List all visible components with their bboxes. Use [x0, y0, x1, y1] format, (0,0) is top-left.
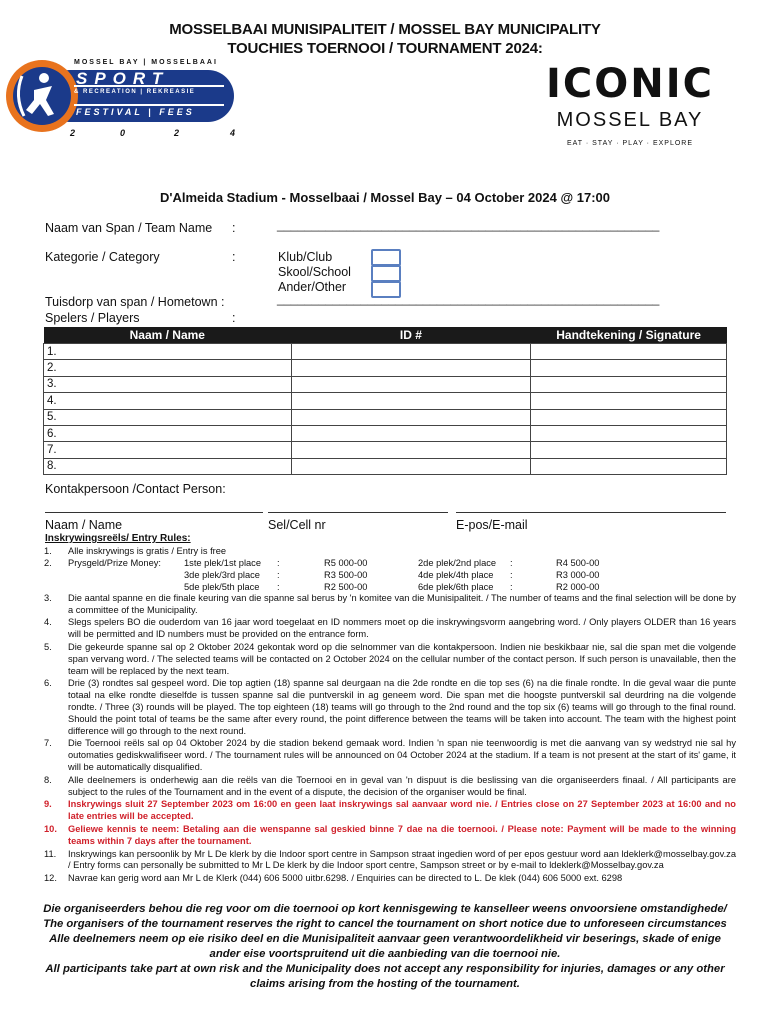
logo-iconic-text: ICONIC [546, 61, 714, 107]
rule-number: 12. [44, 873, 57, 884]
prize-3-label: 3de plek/3rd place [184, 570, 260, 580]
prize-2-label: 2de plek/2nd place [418, 558, 497, 568]
id-cell[interactable] [291, 376, 531, 392]
rule-text: Inskrywings kan persoonlik by Mr L De klerk by die Indoor sport centre in Sampson straat ingedien word of per epos gestuur word aan ldeklerk@mosselbay.gov.za / Entry forms can personally be submitted to Mr L De klerk by die Indoor sport centre, Sampson street or by e-mail to ldeklerk@Mosselbay.gov.za [68, 848, 736, 871]
rule-text: Drie (3) rondtes sal gespeel word. Die top agtien (18) spanne sal deurgaan na die 2de rondte en die top ses (6) na die finale rondte. In die geval waar die punte totaal na elke rondte dieselfde is tussen spanne sal die puntverskil in ag geneem word. Die span met die hoogste puntverskil sal deurdring na die volgende rondte. / Three (3) rounds will be played. The top eighteen (18) teams will go through to the 2nd round and the top six (6) teams will go through to the final round. Should the point total of teams be the same after every round, the point difference between the teams will be taken into account. The team with the highest point difference will go through to the next round. [68, 678, 736, 736]
contact-cell-line[interactable] [268, 512, 448, 513]
signature-cell[interactable] [531, 344, 727, 360]
id-cell[interactable] [291, 425, 531, 441]
row-number[interactable]: 1. [44, 344, 292, 360]
logo-year-2b: 2 [174, 128, 180, 138]
players-table-header [44, 327, 727, 344]
prize-6-label: 6de plek/6th place [418, 582, 494, 592]
team-name-colon: : [232, 221, 236, 235]
rule-text: Geliewe kennis te neem: Betaling aan die wenspanne sal geskied binne 7 dae na die toernooi. / Please note: Payment will be made to the winning teams within 7 days after the tournament. [68, 823, 736, 846]
page-subtitle: TOUCHIES TOERNOOI / TOURNAMENT 2024: [227, 40, 543, 57]
footer-line-6: claims arising from the hosting of the tournament. [250, 978, 520, 990]
footer-disclaimer [30, 902, 740, 992]
contact-email-label: E-pos/E-mail [456, 518, 528, 532]
logo-recreation-text: & RECREATION | REKREASIE [74, 89, 196, 95]
category-options [278, 250, 351, 295]
rule-8 [44, 775, 736, 799]
signature-cell[interactable] [531, 425, 727, 441]
prize-1-value: R5 000-00 [324, 558, 368, 568]
prize-colon: : [510, 570, 513, 580]
rule-10 [44, 824, 736, 848]
rule-text: Alle deelnemers is onderhewig aan die reëls van die Toernooi en in geval van 'n dispuut is die beslissing van die organiseerders finaal. / All participants are subject to the rules of the Tournament and in the event of a dispute, the decision of the organiser would be final. [68, 774, 736, 797]
team-name-field[interactable]: _______________________________________________________ [277, 218, 660, 232]
table-row [44, 409, 727, 425]
rule-number: 3. [44, 592, 52, 603]
category-option-club: Klub/Club [278, 250, 333, 264]
contact-email-line[interactable] [456, 512, 726, 513]
rule-number: 2. [44, 557, 52, 568]
footer-line-1: Die organiseerders behou die reg voor om die toernooi op kort kennisgewing te kanselleer weens onvoorsiene omstandighede/ [43, 903, 727, 915]
footer-line-5: All participants take part at own risk and the Municipality does not accept any responsibility for injuries, damages or any other [45, 963, 725, 975]
table-row [44, 360, 727, 376]
contact-cell-label: Sel/Cell nr [268, 518, 326, 532]
category-option-school: Skool/School [278, 265, 351, 279]
rule-number: 10. [44, 823, 57, 834]
rule-number: 6. [44, 678, 52, 689]
category-label: Kategorie / Category [45, 250, 160, 264]
prize-3-value: R3 500-00 [324, 570, 368, 580]
logo-year-2: 2 [70, 128, 76, 138]
prize-4-label: 4de plek/4th place [418, 570, 494, 580]
rule-3 [44, 593, 736, 617]
rule-7 [44, 738, 736, 773]
table-row [44, 376, 727, 392]
rule-text: Slegs spelers BO die ouderdom van 16 jaar word toegelaat en ID nommers moet op die inskrywingsvorm aangebring word. / Only players OLDER than 16 years will be permitted and ID numbers must be provided on the entrance form. [68, 617, 736, 640]
rule-6 [44, 678, 736, 737]
row-number[interactable]: 5. [44, 409, 292, 425]
rule-text: Prysgeld/Prize Money: [68, 557, 162, 568]
id-cell[interactable] [291, 442, 531, 458]
category-colon: : [232, 250, 236, 264]
table-row [44, 458, 727, 474]
table-row [44, 393, 727, 409]
rule-number: 8. [44, 774, 52, 785]
prize-4-value: R3 000-00 [556, 570, 600, 580]
rule-1 [44, 546, 736, 558]
prize-5-value: R2 500-00 [324, 582, 368, 592]
rule-12 [44, 873, 736, 885]
hometown-label: Tuisdorp van span / Hometown : [45, 295, 225, 309]
category-option-other: Ander/Other [278, 280, 347, 294]
signature-cell[interactable] [531, 376, 727, 392]
players-table [43, 327, 727, 475]
rules-title: Inskrywingsreëls/ Entry Rules: [45, 533, 191, 544]
rule-text: Die aantal spanne en die finale keuring van die spanne sal berus by 'n komitee van die Munisipaliteit. / The number of teams and the final selection will be done by a committee of the Municipality. [68, 592, 736, 615]
logo-festival-text: FESTIVAL | FEES [76, 107, 195, 117]
footer-line-3: Alle deelnemers neem op eie risiko deel en die Munisipaliteit aanvaar geen verantwoordelikheid vir beserings, skade of enige [49, 933, 721, 945]
logo-top-text: MOSSEL BAY | MOSSELBAAI [74, 59, 218, 66]
signature-cell[interactable] [531, 442, 727, 458]
rule-text: Navrae kan gerig word aan Mr L de Klerk (044) 606 5000 uitbr.6298. / Enquiries can be directed to L. De klek (044) 606 5000 ext. 6298 [68, 873, 623, 884]
signature-cell[interactable] [531, 458, 727, 474]
id-cell[interactable] [291, 393, 531, 409]
col-id-header: ID # [291, 327, 531, 344]
iconic-mossel-bay-logo [540, 62, 720, 162]
rule-text: Die Toernooi reëls sal op 04 Oktober 2024 by die stadion bekend gemaak word. Indien 'n span nie teenwoordig is met die aanvang van sy wedstryd nie sal hy outomaties gediskwalifiseer word. / The tournament rules will be announced on 04 October 2024 at the stadium. If a team is not present at the start of its' game, it will be automatically disqualified. [68, 738, 736, 772]
rule-number: 11. [44, 848, 57, 859]
rule-11 [44, 849, 736, 873]
rule-9 [44, 799, 736, 823]
rule-text: Inskrywings sluit 27 September 2023 om 16:00 en geen laat inskrywings sal aanvaar word nie. / Entries close on 27 September 2023 at 16:00 and no late entries will be accepted. [68, 799, 736, 822]
row-number[interactable]: 6. [44, 425, 292, 441]
prize-1-label: 1ste plek/1st place [184, 558, 262, 568]
contact-name-label: Naam / Name [45, 518, 123, 532]
table-row [44, 425, 727, 441]
rule-2 [44, 558, 736, 593]
rule-number: 4. [44, 617, 52, 628]
sport-festival-logo [4, 56, 240, 144]
checkbox-club[interactable] [371, 249, 401, 266]
rule-4 [44, 617, 736, 641]
signature-cell[interactable] [531, 360, 727, 376]
table-row [44, 344, 727, 360]
id-cell[interactable] [291, 360, 531, 376]
hometown-field[interactable]: _______________________________________________________ [277, 292, 660, 306]
rule-number: 1. [44, 546, 52, 556]
row-number[interactable]: 3. [44, 376, 292, 392]
logo-year-4: 4 [230, 128, 236, 138]
footer-line-4: ander eise voortspruitend uit die aanbieding van die toernooi nie. [209, 948, 561, 960]
col-signature-header: Handtekening / Signature [531, 327, 727, 344]
team-name-label: Naam van Span / Team Name [45, 221, 213, 235]
prize-colon: : [277, 570, 280, 580]
col-name-header: Naam / Name [44, 327, 292, 344]
rule-number: 9. [44, 799, 52, 810]
logo-year-0: 0 [120, 128, 126, 138]
prize-colon: : [510, 582, 513, 592]
id-cell[interactable] [291, 344, 531, 360]
players-colon: : [232, 311, 236, 325]
rule-5 [44, 642, 736, 677]
venue-line: D'Almeida Stadium - Mosselbaai / Mossel Bay – 04 October 2024 @ 17:00 [160, 190, 610, 205]
contact-person-label: Kontakpersoon /Contact Person: [45, 482, 226, 496]
rules-list [44, 546, 736, 885]
table-row [44, 442, 727, 458]
prize-5-label: 5de plek/5th place [184, 582, 260, 592]
logo-mossel-text: MOSSEL BAY [556, 109, 704, 131]
rule-text: Alle inskrywings is gratis / Entry is free [68, 546, 227, 556]
id-cell[interactable] [291, 458, 531, 474]
prize-colon: : [277, 558, 280, 568]
prize-colon: : [510, 558, 513, 568]
contact-name-line[interactable] [45, 512, 263, 513]
logo-sport-text: SPORT [76, 69, 170, 88]
prize-6-value: R2 000-00 [556, 582, 600, 592]
row-number[interactable]: 4. [44, 393, 292, 409]
rule-text: Die gekeurde spanne sal op 2 Oktober 2024 gekontak word op die selnommer van die kontakpersoon. Indien nie beskikbaar nie, sal die span met die volgende span vervang word. / The selected teams will be contacted on 2 October 2024 on the cellular number of the contact person. If such person is unavailable, then the team will be replaced by the next team. [68, 641, 736, 676]
players-label: Spelers / Players [45, 311, 140, 325]
rule-number: 7. [44, 738, 52, 749]
signature-cell[interactable] [531, 409, 727, 425]
checkbox-school[interactable] [371, 265, 401, 282]
footer-line-2: The organisers of the tournament reserves the right to cancel the tournament on short notice due to unforeseen circumstances [43, 918, 727, 930]
logo-tagline: EAT · STAY · PLAY · EXPLORE [566, 140, 694, 147]
page-title: MOSSELBAAI MUNISIPALITEIT / MOSSEL BAY MUNICIPALITY [169, 21, 601, 38]
signature-cell[interactable] [531, 393, 727, 409]
row-number[interactable]: 7. [44, 442, 292, 458]
id-cell[interactable] [291, 409, 531, 425]
row-number[interactable]: 8. [44, 458, 292, 474]
prize-colon: : [277, 582, 280, 592]
row-number[interactable]: 2. [44, 360, 292, 376]
prize-2-value: R4 500-00 [556, 558, 600, 568]
rule-number: 5. [44, 641, 52, 652]
